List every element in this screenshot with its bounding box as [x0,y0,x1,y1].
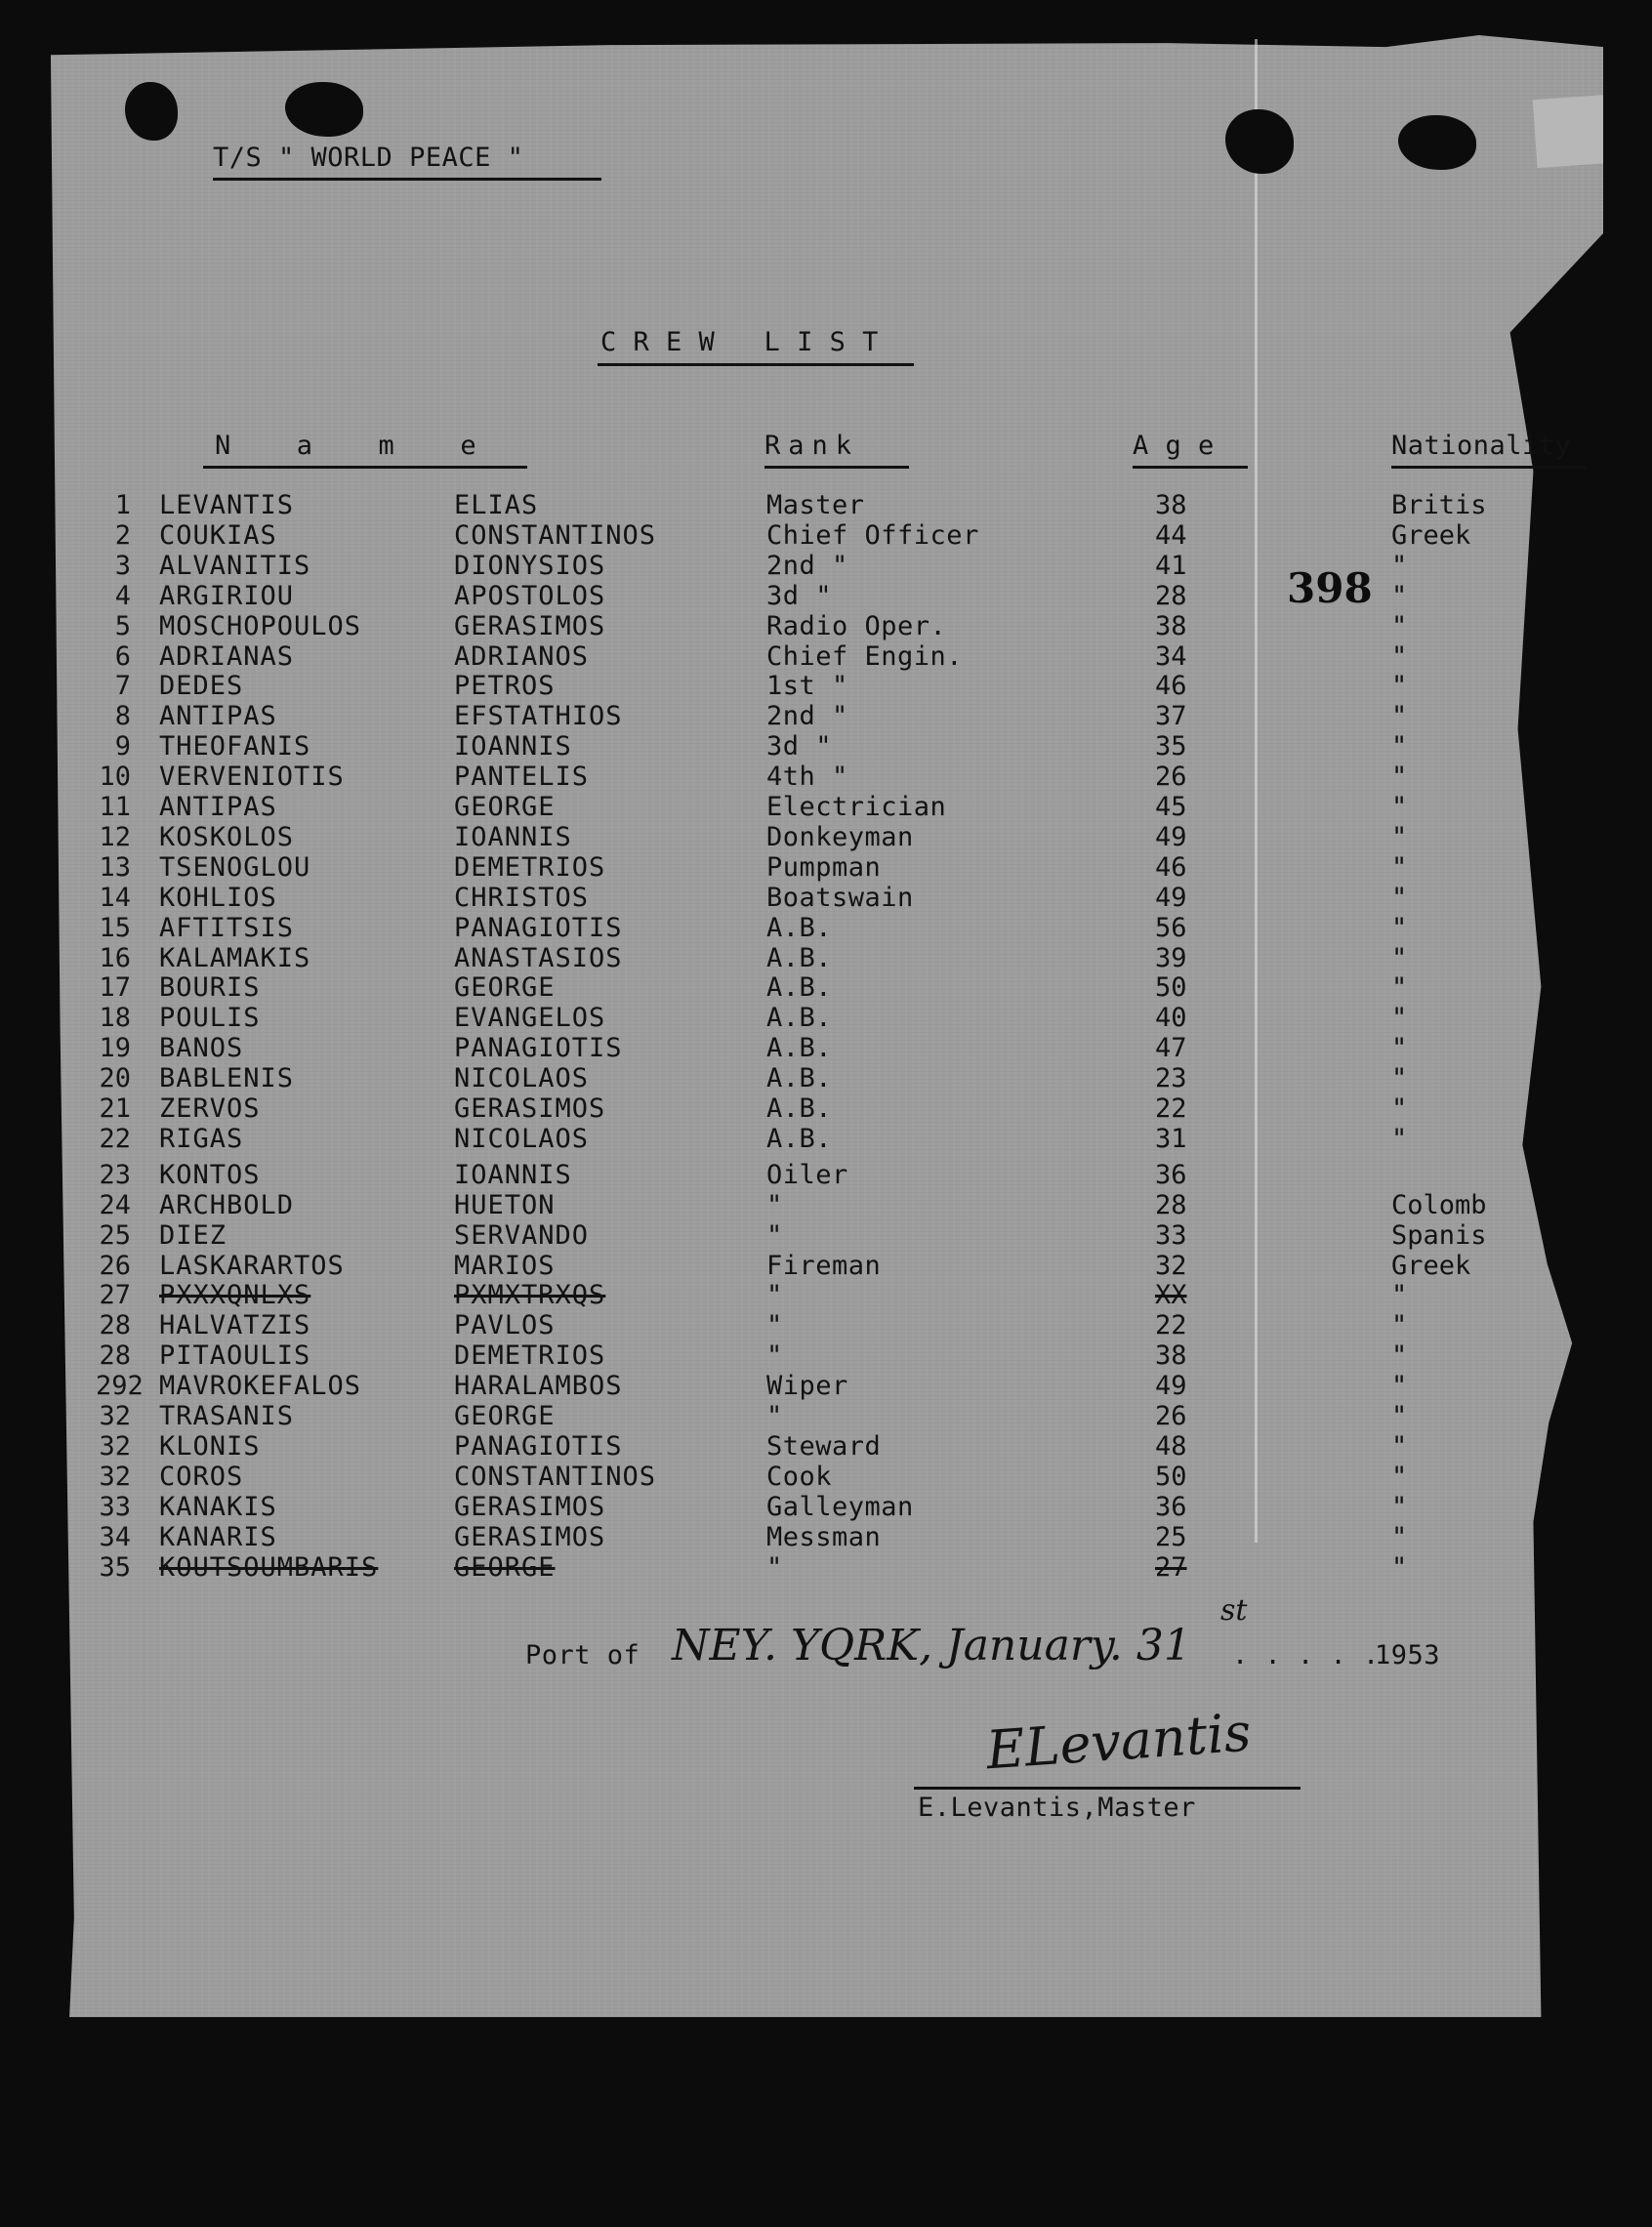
rank-cell: Oiler [766,1159,848,1190]
row-number: 14 [99,882,131,913]
row-number: 4 [114,580,131,611]
given-name-cell: PXMXTRXQS [454,1280,606,1311]
age-cell: 22 [1155,1310,1187,1341]
nationality-cell: " [1391,912,1408,943]
given-name-cell: PANTELIS [454,762,590,793]
surname-cell: LEVANTIS [159,490,295,520]
given-name-cell: GEORGE [454,1401,556,1431]
rank-cell: Boatswain [766,882,914,913]
surname-cell: ALVANITIS [159,550,311,581]
surname-cell: KONTOS [159,1159,261,1190]
row-number: 292 [96,1371,144,1402]
nationality-cell: " [1391,762,1408,793]
rank-cell: Cook [766,1461,833,1492]
nationality-cell: " [1391,1371,1408,1402]
row-number: 22 [99,1123,131,1154]
punch-hole [125,82,178,141]
rank-cell: Master [766,490,865,520]
given-name-cell: GEORGE [454,792,556,822]
row-number: 35 [99,1551,131,1583]
surname-cell: AFTITSIS [159,912,295,943]
surname-cell: POULIS [159,1003,261,1034]
row-number: 5 [114,610,131,641]
surname-cell: TRASANIS [159,1401,295,1431]
age-cell: 48 [1155,1430,1187,1462]
rank-header-underline [764,466,909,469]
surname-cell: KALAMAKIS [159,942,311,973]
nationality-cell: " [1391,1063,1408,1094]
column-header-nationality: Nationality [1391,431,1572,461]
surname-cell: TSENOGLOU [159,851,311,883]
row-number: 8 [114,701,131,732]
age-cell: 34 [1155,640,1187,672]
row-number: 2 [114,519,131,551]
nationality-cell: " [1391,1461,1408,1492]
age-cell: 32 [1155,1250,1187,1281]
year: 1953 [1375,1640,1441,1670]
given-name-cell: PAVLOS [454,1310,556,1341]
rank-cell: 1st " [766,671,848,702]
given-name-cell: SERVANDO [454,1219,590,1251]
surname-cell: KANARIS [159,1521,277,1552]
nationality-cell: " [1391,580,1408,611]
surname-cell: BOURIS [159,972,261,1004]
rank-cell: Chief Officer [766,519,979,551]
given-name-cell: PANAGIOTIS [454,1033,623,1064]
nationality-header-underline [1391,466,1587,469]
rank-cell: A.B. [766,1063,833,1094]
surname-cell: KANAKIS [159,1491,277,1522]
age-cell: 31 [1155,1123,1187,1154]
row-number: 7 [114,671,131,702]
surname-cell: COROS [159,1461,244,1492]
rank-cell: Messman [766,1521,882,1552]
rank-cell: " [766,1189,783,1220]
port-date-superscript: st [1220,1593,1248,1628]
age-cell: 49 [1155,882,1187,913]
row-number: 25 [99,1219,131,1251]
given-name-cell: IOANNIS [454,821,572,852]
age-cell: 38 [1155,1340,1187,1372]
nationality-cell: " [1391,1340,1408,1372]
rank-cell: A.B. [766,1123,833,1154]
surname-cell: COUKIAS [159,519,277,551]
given-name-cell: DEMETRIOS [454,1340,606,1372]
age-cell: 35 [1155,731,1187,763]
fold-crease [1255,39,1258,1543]
rank-cell: A.B. [766,912,833,943]
nationality-cell: " [1391,942,1408,973]
rank-cell: Radio Oper. [766,610,947,641]
nationality-cell: " [1391,882,1408,913]
given-name-cell: GEORGE [454,972,556,1004]
ship-name: T/S " WORLD PEACE " [213,143,524,173]
nationality-cell: Greek [1391,519,1471,551]
surname-cell: THEOFANIS [159,731,311,763]
title-underline [598,363,914,366]
nationality-cell: " [1391,1521,1408,1552]
surname-cell: ADRIANAS [159,640,295,672]
name-header-underline [203,466,527,469]
age-cell: 28 [1155,580,1187,611]
row-number: 34 [99,1521,131,1552]
surname-cell: ZERVOS [159,1093,261,1124]
age-cell: 36 [1155,1159,1187,1190]
nationality-cell: Spanis [1391,1219,1487,1251]
torn-corner [1533,92,1652,168]
rank-cell: Galleyman [766,1491,914,1522]
ship-name-underline [213,178,601,181]
rank-cell: " [766,1401,783,1431]
given-name-cell: MARIOS [454,1250,556,1281]
given-name-cell: HUETON [454,1189,556,1220]
given-name-cell: CONSTANTINOS [454,1461,657,1492]
given-name-cell: HARALAMBOS [454,1371,623,1402]
rank-cell: 3d " [766,580,833,611]
given-name-cell: PANAGIOTIS [454,912,623,943]
row-number: 33 [99,1491,131,1522]
nationality-cell: " [1391,1551,1408,1583]
row-number: 10 [99,762,131,793]
nationality-cell: " [1391,1003,1408,1034]
surname-cell: BANOS [159,1033,244,1064]
age-cell: 56 [1155,912,1187,943]
age-header-underline [1133,466,1248,469]
rank-cell: A.B. [766,1003,833,1034]
surname-cell: LASKARARTOS [159,1250,345,1281]
row-number: 12 [99,821,131,852]
row-number: 32 [99,1430,131,1462]
given-name-cell: EVANGELOS [454,1003,606,1034]
rank-cell: Fireman [766,1250,882,1281]
port-handwritten: NEY. YQRK, January. 31 [672,1621,1191,1670]
surname-cell: MOSCHOPOULOS [159,610,362,641]
age-cell: 22 [1155,1093,1187,1124]
age-cell: 39 [1155,942,1187,973]
given-name-cell: GERASIMOS [454,1521,606,1552]
age-cell: 41 [1155,550,1187,581]
surname-cell: KOHLIOS [159,882,277,913]
nationality-cell: " [1391,851,1408,883]
age-cell: 33 [1155,1219,1187,1251]
rank-cell: Wiper [766,1371,848,1402]
surname-cell: PXXXQNLXS [159,1280,311,1311]
age-cell: 26 [1155,1401,1187,1431]
rank-cell: " [766,1551,783,1583]
punch-hole [1225,109,1294,174]
rank-cell: A.B. [766,942,833,973]
nationality-cell: " [1391,1401,1408,1431]
row-number: 20 [99,1063,131,1094]
surname-cell: ANTIPAS [159,792,277,822]
surname-cell: ANTIPAS [159,701,277,732]
row-number: 18 [99,1003,131,1034]
row-number: 3 [114,550,131,581]
port-prefix: Port of [525,1640,640,1670]
rank-cell: 4th " [766,762,848,793]
nationality-cell: " [1391,610,1408,641]
surname-cell: MAVROKEFALOS [159,1371,362,1402]
surname-cell: DIEZ [159,1219,227,1251]
signature-typed: E.Levantis,Master [918,1793,1196,1823]
given-name-cell: NICOLAOS [454,1123,590,1154]
rank-cell: A.B. [766,972,833,1004]
rank-cell: 3d " [766,731,833,763]
age-cell: 38 [1155,610,1187,641]
surname-cell: DEDES [159,671,244,702]
rank-cell: " [766,1310,783,1341]
rank-cell: " [766,1280,783,1311]
row-number: 16 [99,942,131,973]
rank-cell: 2nd " [766,550,848,581]
nationality-cell: Britis [1391,490,1487,520]
given-name-cell: GERASIMOS [454,1491,606,1522]
nationality-cell: " [1391,701,1408,732]
rank-cell: Electrician [766,792,947,822]
age-cell: 23 [1155,1063,1187,1094]
row-number: 32 [99,1461,131,1492]
nationality-cell: " [1391,640,1408,672]
age-cell: 37 [1155,701,1187,732]
row-number: 1 [114,490,131,520]
age-cell: 36 [1155,1491,1187,1522]
surname-cell: VERVENIOTIS [159,762,345,793]
row-number: 6 [114,640,131,672]
given-name-cell: CONSTANTINOS [454,519,657,551]
rank-cell: " [766,1340,783,1372]
nationality-cell: " [1391,1280,1408,1311]
age-cell: 25 [1155,1521,1187,1552]
row-number: 32 [99,1401,131,1431]
nationality-cell: " [1391,1033,1408,1064]
nationality-cell: " [1391,972,1408,1004]
rank-cell: Pumpman [766,851,882,883]
surname-cell: ARGIRIOU [159,580,295,611]
given-name-cell: EFSTATHIOS [454,701,623,732]
nationality-cell: " [1391,821,1408,852]
nationality-cell: " [1391,792,1408,822]
port-dots: . . . . . [1232,1640,1380,1670]
rank-cell: Chief Engin. [766,640,964,672]
nationality-cell: " [1391,1310,1408,1341]
nationality-cell: " [1391,1430,1408,1462]
given-name-cell: ANASTASIOS [454,942,623,973]
row-number: 17 [99,972,131,1004]
row-number: 19 [99,1033,131,1064]
signature-line [914,1787,1301,1790]
given-name-cell: ELIAS [454,490,539,520]
surname-cell: KOSKOLOS [159,821,295,852]
age-cell: 47 [1155,1033,1187,1064]
column-header-name: N a m e [215,431,477,461]
given-name-cell: GEORGE [454,1551,556,1583]
column-header-rank: Rank [764,431,860,461]
age-cell: 49 [1155,821,1187,852]
given-name-cell: APOSTOLOS [454,580,606,611]
nationality-cell: " [1391,1123,1408,1154]
stamped-page-number: 398 [1287,564,1373,612]
row-number: 15 [99,912,131,943]
row-number: 27 [99,1280,131,1311]
age-cell: 49 [1155,1371,1187,1402]
rank-cell: Donkeyman [766,821,914,852]
surname-cell: ARCHBOLD [159,1189,295,1220]
column-header-age: A g e [1133,431,1215,461]
nationality-cell: " [1391,550,1408,581]
age-cell: 28 [1155,1189,1187,1220]
row-number: 28 [99,1340,131,1372]
nationality-cell: Greek [1391,1250,1471,1281]
age-cell: 44 [1155,519,1187,551]
master-signature: ELevantis [984,1701,1254,1782]
age-cell: 50 [1155,1461,1187,1492]
surname-cell: KLONIS [159,1430,261,1462]
row-number: 21 [99,1093,131,1124]
surname-cell: HALVATZIS [159,1310,311,1341]
given-name-cell: GERASIMOS [454,1093,606,1124]
surname-cell: KOUTSOUMBARIS [159,1551,379,1583]
nationality-cell: " [1391,1093,1408,1124]
age-cell: 40 [1155,1003,1187,1034]
rank-cell: 2nd " [766,701,848,732]
age-cell: 45 [1155,792,1187,822]
age-cell: 26 [1155,762,1187,793]
given-name-cell: DIONYSIOS [454,550,606,581]
given-name-cell: ADRIANOS [454,640,590,672]
row-number: 11 [99,792,131,822]
surname-cell: PITAOULIS [159,1340,311,1372]
surname-cell: BABLENIS [159,1063,295,1094]
nationality-cell: " [1391,1491,1408,1522]
row-number: 23 [99,1159,131,1190]
row-number: 9 [114,731,131,763]
age-cell: 50 [1155,972,1187,1004]
rank-cell: A.B. [766,1033,833,1064]
age-cell: 46 [1155,671,1187,702]
row-number: 28 [99,1310,131,1341]
given-name-cell: DEMETRIOS [454,851,606,883]
given-name-cell: IOANNIS [454,731,572,763]
rank-cell: " [766,1219,783,1251]
rank-cell: Steward [766,1430,882,1462]
given-name-cell: PANAGIOTIS [454,1430,623,1462]
age-cell: 27 [1155,1551,1187,1583]
rank-cell: A.B. [766,1093,833,1124]
given-name-cell: IOANNIS [454,1159,572,1190]
given-name-cell: NICOLAOS [454,1063,590,1094]
given-name-cell: GERASIMOS [454,610,606,641]
row-number: 24 [99,1189,131,1220]
row-number: 26 [99,1250,131,1281]
given-name-cell: CHRISTOS [454,882,590,913]
surname-cell: RIGAS [159,1123,244,1154]
nationality-cell: Colomb [1391,1189,1487,1220]
age-cell: 46 [1155,851,1187,883]
nationality-cell: " [1391,671,1408,702]
age-cell: XX [1155,1280,1187,1311]
row-number: 13 [99,851,131,883]
age-cell: 38 [1155,490,1187,520]
document-title: C R E W L I S T [600,327,879,357]
nationality-cell: " [1391,731,1408,763]
given-name-cell: PETROS [454,671,556,702]
